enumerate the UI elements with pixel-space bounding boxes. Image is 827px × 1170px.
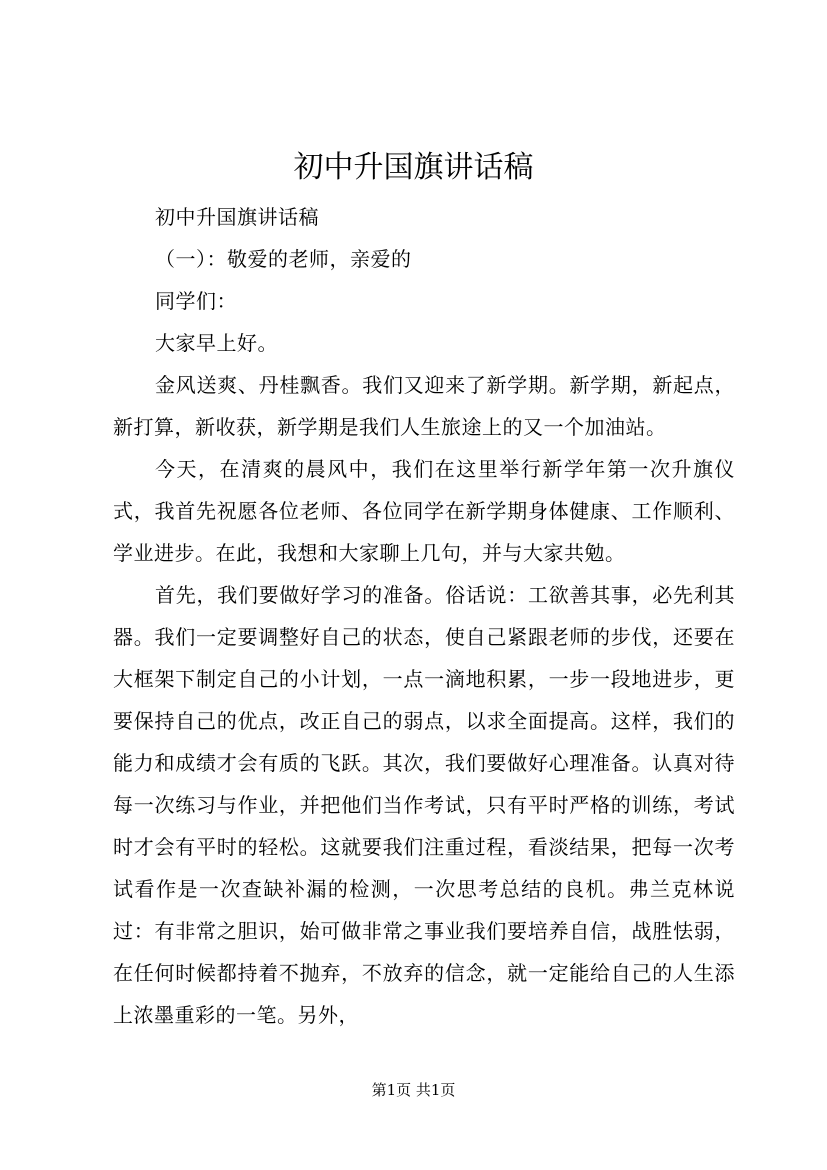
paragraph-salutation: （一）：敬爱的老师，亲爱的 bbox=[155, 247, 412, 271]
paragraph-body: 首先，我们要做好学习的准备。俗话说：工欲善其事，必先利其器。我们一定要调整好自己的状态，使自己紧跟老师的步伐，还要在大框架下制定自己的小计划，一点一滴地积累，一步一段地进步，更要保持自己的优点，改正自己的弱点，以求全面提高。这样，我们的能力和成绩才会有质的飞跃。其次，我们要做好心理准备。认真对待每一次练习与作业，并把他们当作考试，只有平时严格的训练，考试时才会有平时的轻松。这就要我们注重过程，看淡结果，把每一次考试看作是一次查缺补漏的检测，一次思考总结的良机。弗兰克林说过：有非常之胆识，始可做非常之事业我们要培养自信，战胜怯弱，在任何时候都持着不抛弃，不放弃的信念，就一定能给自己的人生添上浓墨重彩的一笔。另外， bbox=[113, 583, 735, 1027]
paragraph-body: 金风送爽、丹桂飘香。我们又迎来了新学期。新学期，新起点，新打算，新收获，新学期是我们人生旅途上的又一个加油站。 bbox=[113, 373, 735, 439]
paragraph-salutation-cont: 同学们： bbox=[155, 289, 237, 313]
paragraph-subtitle: 初中升国旗讲话稿 bbox=[155, 205, 319, 229]
paragraph-body: 今天，在清爽的晨风中，我们在这里举行新学年第一次升旗仪式，我首先祝愿各位老师、各位同学在新学期身体健康、工作顺利、学业进步。在此，我想和大家聊上几句，并与大家共勉。 bbox=[113, 457, 735, 565]
page-footer: 第1页 共1页 bbox=[371, 1081, 456, 1099]
document-body bbox=[113, 196, 735, 1036]
document-title: 初中升国旗讲话稿 bbox=[293, 150, 534, 185]
paragraph-greeting: 大家早上好。 bbox=[155, 331, 278, 355]
